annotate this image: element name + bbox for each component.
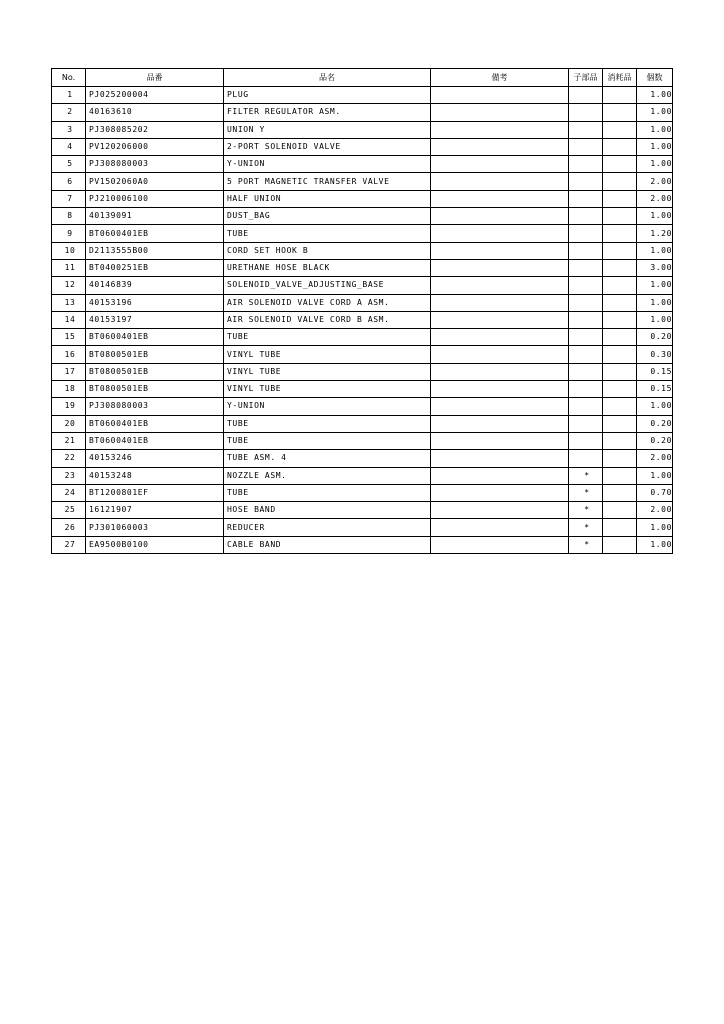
cell-no: 21 [52, 432, 86, 449]
cell-sub-part [569, 381, 603, 398]
cell-part-number: PJ025200004 [86, 87, 224, 104]
cell-remarks [431, 519, 569, 536]
cell-part-name: VINYL TUBE [224, 346, 431, 363]
cell-remarks [431, 467, 569, 484]
cell-no: 24 [52, 484, 86, 501]
cell-quantity: 1.00 [637, 242, 673, 259]
table-row [52, 450, 673, 467]
cell-quantity: 3.00 [637, 259, 673, 276]
cell-sub-part [569, 450, 603, 467]
cell-sub-part [569, 398, 603, 415]
cell-no: 6 [52, 173, 86, 190]
cell-sub-part: * [569, 467, 603, 484]
table-row [52, 381, 673, 398]
cell-part-number: PJ308080003 [86, 398, 224, 415]
cell-sub-part [569, 294, 603, 311]
cell-part-number: PV1502060A0 [86, 173, 224, 190]
cell-sub-part [569, 311, 603, 328]
cell-part-number: BT0600401EB [86, 415, 224, 432]
cell-quantity: 1.00 [637, 311, 673, 328]
cell-part-name: NOZZLE ASM. [224, 467, 431, 484]
cell-no: 25 [52, 502, 86, 519]
header-quantity: 個数 [637, 69, 673, 87]
cell-consumable [603, 242, 637, 259]
cell-remarks [431, 484, 569, 501]
cell-part-name: FILTER REGULATOR ASM. [224, 104, 431, 121]
cell-part-number: PV120206000 [86, 138, 224, 155]
cell-consumable [603, 156, 637, 173]
cell-remarks [431, 225, 569, 242]
cell-part-number: PJ210006100 [86, 190, 224, 207]
cell-remarks [431, 138, 569, 155]
cell-part-name: HALF UNION [224, 190, 431, 207]
cell-consumable [603, 450, 637, 467]
cell-part-number: BT0800501EB [86, 346, 224, 363]
cell-part-name: 2-PORT SOLENOID VALVE [224, 138, 431, 155]
cell-part-number: BT0600401EB [86, 225, 224, 242]
cell-part-name: 5 PORT MAGNETIC TRANSFER VALVE [224, 173, 431, 190]
cell-consumable [603, 190, 637, 207]
cell-no: 5 [52, 156, 86, 173]
cell-no: 19 [52, 398, 86, 415]
cell-remarks [431, 398, 569, 415]
cell-sub-part [569, 259, 603, 276]
cell-remarks [431, 536, 569, 553]
cell-sub-part: * [569, 484, 603, 501]
cell-quantity: 2.00 [637, 173, 673, 190]
cell-sub-part [569, 415, 603, 432]
cell-part-number: 16121907 [86, 502, 224, 519]
cell-part-name: TUBE [224, 415, 431, 432]
table-row [52, 536, 673, 553]
cell-quantity: 1.00 [637, 536, 673, 553]
header-part-name: 品名 [224, 69, 431, 87]
cell-part-name: CABLE BAND [224, 536, 431, 553]
cell-remarks [431, 294, 569, 311]
cell-part-number: 40139091 [86, 208, 224, 225]
cell-remarks [431, 381, 569, 398]
cell-no: 23 [52, 467, 86, 484]
cell-sub-part [569, 156, 603, 173]
cell-part-number: BT0600401EB [86, 329, 224, 346]
cell-quantity: 0.15 [637, 363, 673, 380]
cell-no: 2 [52, 104, 86, 121]
cell-remarks [431, 363, 569, 380]
cell-quantity: 1.00 [637, 467, 673, 484]
cell-consumable [603, 294, 637, 311]
cell-part-name: TUBE [224, 484, 431, 501]
cell-remarks [431, 156, 569, 173]
cell-no: 10 [52, 242, 86, 259]
cell-part-number: EA9500B0100 [86, 536, 224, 553]
cell-no: 15 [52, 329, 86, 346]
cell-no: 4 [52, 138, 86, 155]
cell-part-name: VINYL TUBE [224, 363, 431, 380]
cell-quantity: 1.00 [637, 87, 673, 104]
cell-consumable [603, 225, 637, 242]
cell-quantity: 0.20 [637, 329, 673, 346]
cell-remarks [431, 277, 569, 294]
cell-remarks [431, 242, 569, 259]
cell-consumable [603, 381, 637, 398]
cell-no: 13 [52, 294, 86, 311]
cell-consumable [603, 329, 637, 346]
header-consumable: 消耗品 [603, 69, 637, 87]
cell-part-name: AIR SOLENOID VALVE CORD B ASM. [224, 311, 431, 328]
cell-remarks [431, 415, 569, 432]
cell-consumable [603, 138, 637, 155]
cell-sub-part [569, 104, 603, 121]
table-row [52, 415, 673, 432]
cell-no: 16 [52, 346, 86, 363]
cell-part-number: D2113555B00 [86, 242, 224, 259]
cell-remarks [431, 259, 569, 276]
cell-remarks [431, 311, 569, 328]
cell-consumable [603, 484, 637, 501]
cell-remarks [431, 208, 569, 225]
header-sub-part: 子部品 [569, 69, 603, 87]
table-row [52, 259, 673, 276]
cell-no: 8 [52, 208, 86, 225]
cell-quantity: 1.00 [637, 208, 673, 225]
table-row [52, 225, 673, 242]
cell-no: 22 [52, 450, 86, 467]
cell-quantity: 1.00 [637, 277, 673, 294]
table-row [52, 138, 673, 155]
cell-no: 9 [52, 225, 86, 242]
cell-consumable [603, 536, 637, 553]
cell-remarks [431, 104, 569, 121]
table-row [52, 190, 673, 207]
cell-sub-part [569, 242, 603, 259]
cell-part-name: DUST_BAG [224, 208, 431, 225]
cell-part-number: BT0800501EB [86, 363, 224, 380]
cell-part-number: 40153196 [86, 294, 224, 311]
cell-quantity: 2.00 [637, 190, 673, 207]
cell-sub-part: * [569, 536, 603, 553]
table-body [52, 87, 673, 554]
cell-sub-part [569, 208, 603, 225]
table-row [52, 432, 673, 449]
table-row [52, 104, 673, 121]
cell-sub-part [569, 346, 603, 363]
cell-sub-part [569, 329, 603, 346]
cell-part-name: Y-UNION [224, 156, 431, 173]
cell-sub-part [569, 87, 603, 104]
cell-no: 14 [52, 311, 86, 328]
cell-consumable [603, 173, 637, 190]
cell-remarks [431, 190, 569, 207]
cell-consumable [603, 467, 637, 484]
cell-consumable [603, 311, 637, 328]
table-row [52, 363, 673, 380]
cell-consumable [603, 519, 637, 536]
cell-part-name: TUBE [224, 225, 431, 242]
cell-part-number: BT0800501EB [86, 381, 224, 398]
cell-quantity: 2.00 [637, 502, 673, 519]
cell-consumable [603, 208, 637, 225]
parts-list-table [51, 68, 673, 554]
table-row [52, 277, 673, 294]
cell-no: 1 [52, 87, 86, 104]
cell-sub-part [569, 277, 603, 294]
cell-quantity: 0.20 [637, 432, 673, 449]
cell-quantity: 1.20 [637, 225, 673, 242]
cell-part-number: 40163610 [86, 104, 224, 121]
cell-sub-part [569, 121, 603, 138]
cell-quantity: 1.00 [637, 519, 673, 536]
cell-consumable [603, 502, 637, 519]
header-part-number: 品番 [86, 69, 224, 87]
cell-consumable [603, 346, 637, 363]
cell-remarks [431, 173, 569, 190]
table-row [52, 242, 673, 259]
cell-consumable [603, 432, 637, 449]
cell-part-number: 40153246 [86, 450, 224, 467]
table-row [52, 156, 673, 173]
table-row [52, 346, 673, 363]
cell-part-name: CORD SET HOOK B [224, 242, 431, 259]
cell-sub-part [569, 363, 603, 380]
cell-no: 7 [52, 190, 86, 207]
cell-consumable [603, 277, 637, 294]
cell-no: 18 [52, 381, 86, 398]
table-row [52, 294, 673, 311]
cell-consumable [603, 87, 637, 104]
cell-sub-part: * [569, 519, 603, 536]
cell-remarks [431, 329, 569, 346]
cell-no: 26 [52, 519, 86, 536]
table-header-row [52, 69, 673, 87]
cell-part-number: PJ308080003 [86, 156, 224, 173]
cell-consumable [603, 121, 637, 138]
cell-no: 20 [52, 415, 86, 432]
cell-quantity: 0.70 [637, 484, 673, 501]
cell-remarks [431, 346, 569, 363]
table-row [52, 208, 673, 225]
cell-part-name: TUBE ASM. 4 [224, 450, 431, 467]
table-row [52, 311, 673, 328]
table-row [52, 398, 673, 415]
cell-remarks [431, 502, 569, 519]
header-remarks: 備考 [431, 69, 569, 87]
table-row [52, 484, 673, 501]
cell-part-name: HOSE BAND [224, 502, 431, 519]
cell-quantity: 1.00 [637, 398, 673, 415]
cell-part-number: PJ308085202 [86, 121, 224, 138]
cell-consumable [603, 259, 637, 276]
cell-no: 11 [52, 259, 86, 276]
cell-quantity: 1.00 [637, 138, 673, 155]
cell-remarks [431, 432, 569, 449]
cell-consumable [603, 363, 637, 380]
cell-no: 3 [52, 121, 86, 138]
cell-remarks [431, 87, 569, 104]
cell-part-number: BT0400251EB [86, 259, 224, 276]
table-row [52, 173, 673, 190]
cell-sub-part: * [569, 502, 603, 519]
cell-no: 12 [52, 277, 86, 294]
cell-part-number: BT1200801EF [86, 484, 224, 501]
cell-part-number: PJ301060003 [86, 519, 224, 536]
cell-part-name: REDUCER [224, 519, 431, 536]
cell-quantity: 0.20 [637, 415, 673, 432]
table-row [52, 329, 673, 346]
header-no: No. [52, 69, 86, 87]
cell-quantity: 2.00 [637, 450, 673, 467]
cell-part-name: AIR SOLENOID VALVE CORD A ASM. [224, 294, 431, 311]
cell-part-name: URETHANE HOSE BLACK [224, 259, 431, 276]
cell-part-name: PLUG [224, 87, 431, 104]
cell-part-number: 40153197 [86, 311, 224, 328]
cell-part-number: 40153248 [86, 467, 224, 484]
cell-part-name: TUBE [224, 329, 431, 346]
cell-quantity: 0.15 [637, 381, 673, 398]
cell-sub-part [569, 190, 603, 207]
cell-sub-part [569, 432, 603, 449]
cell-quantity: 1.00 [637, 294, 673, 311]
cell-part-name: UNION Y [224, 121, 431, 138]
cell-part-number: 40146839 [86, 277, 224, 294]
table-row [52, 87, 673, 104]
table-row [52, 121, 673, 138]
cell-consumable [603, 398, 637, 415]
table-row [52, 467, 673, 484]
cell-quantity: 1.00 [637, 121, 673, 138]
table-row [52, 502, 673, 519]
cell-consumable [603, 104, 637, 121]
cell-sub-part [569, 225, 603, 242]
cell-consumable [603, 415, 637, 432]
cell-no: 27 [52, 536, 86, 553]
cell-no: 17 [52, 363, 86, 380]
cell-part-name: SOLENOID_VALVE_ADJUSTING_BASE [224, 277, 431, 294]
cell-quantity: 1.00 [637, 156, 673, 173]
cell-sub-part [569, 138, 603, 155]
cell-sub-part [569, 173, 603, 190]
cell-part-name: TUBE [224, 432, 431, 449]
cell-part-name: Y-UNION [224, 398, 431, 415]
cell-quantity: 1.00 [637, 104, 673, 121]
cell-remarks [431, 121, 569, 138]
cell-quantity: 0.30 [637, 346, 673, 363]
cell-part-number: BT0600401EB [86, 432, 224, 449]
cell-remarks [431, 450, 569, 467]
table-row [52, 519, 673, 536]
cell-part-name: VINYL TUBE [224, 381, 431, 398]
